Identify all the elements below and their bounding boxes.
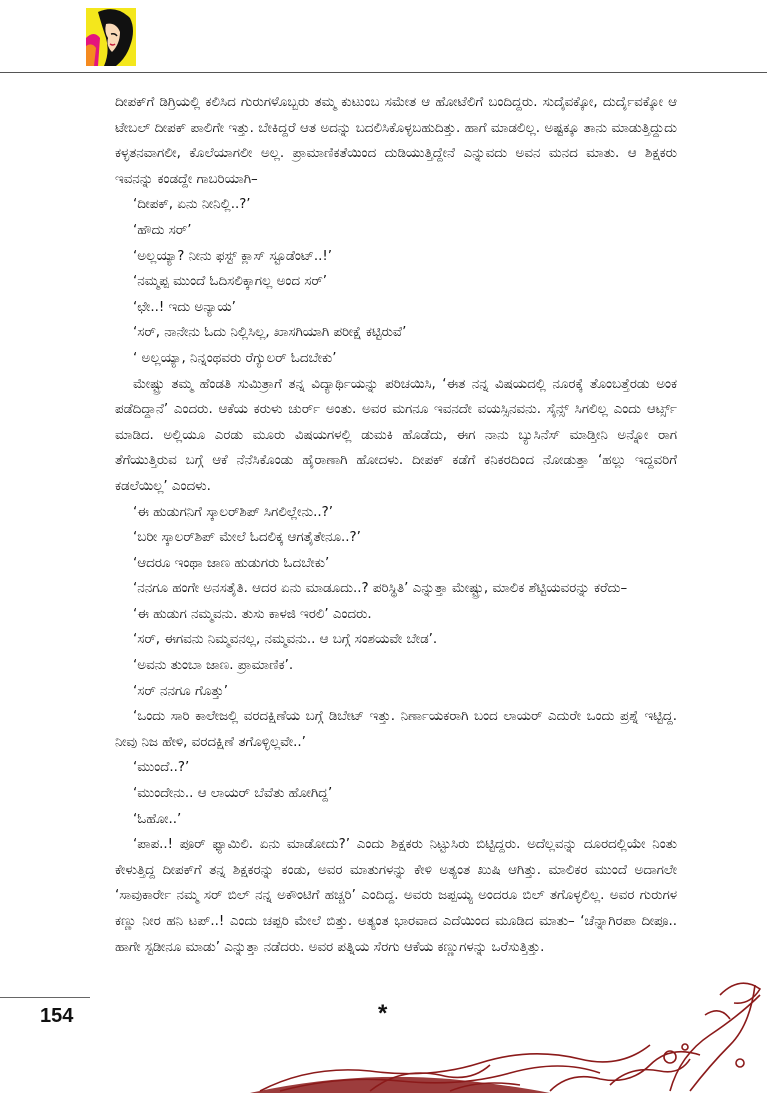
dialogue-line: ‘ಓಹೋ..’ [133,811,182,827]
paragraph: ‘ಒಂದು ಸಾರಿ ಕಾಲೇಜಲ್ಲಿ ವರದಕ್ಷಿಣೆಯ ಬಗ್ಗೆ ಡಿಬೇಟ್ ಇತ್ತು. ನಿರ್ಣಾಯಕರಾಗಿ ಬಂದ ಲಾಯರ್ ಎದುರೇ ಒಂದು ಪ್ರಶ್ನೆ ಇಟ್ಟಿದ್ದ. ನೀವು ನಿಜ ಹೇಳಿ, ವರದಕ್ಷಿಣೆ ತಗೊಳ್ಳಿಲ್ಲವೇ..’ [115,709,677,750]
dialogue-line: ‘ದೀಪಕ್, ಏನು ನೀನಿಲ್ಲಿ..?’ [133,197,251,213]
dialogue-line: ‘ಬರೀ ಸ್ಕಾಲರ್‌ಶಿಪ್ ಮೇಲೆ ಓದಲಿಕ್ಕ ಆಗತೈತೇನೂ..?’ [133,530,361,546]
dialogue-line: ‘ಛೇ..! ಇದು ಅನ್ಯಾಯ’ [133,299,236,315]
dialogue-line: ‘ಅಲ್ಲಯ್ಯಾ? ನೀನು ಫಸ್ಟ್ ಕ್ಲಾಸ್ ಸ್ಟೂಡೆಂಟ್..!’ [133,248,333,264]
magazine-logo-icon [86,8,136,66]
dialogue-line: ‘ಈ ಹುಡುಗ ನಮ್ಮವನು. ತುಸು ಕಾಳಜಿ ಇರಲಿ’ ಎಂದರು. [133,606,372,622]
dialogue-line: ‘ಸರ್, ಈಗವನು ನಿಮ್ಮವನಲ್ಲ, ನಮ್ಮವನು.. ಆ ಬಗ್ಗೆ ಸಂಶಯವೇ ಬೇಡ’. [133,632,438,648]
dialogue-line: ‘ ಅಲ್ಲಯ್ಯಾ, ನಿನ್ನಂಥವರು ರೆಗ್ಯುಲರ್ ಓದಬೇಕು’ [133,350,337,366]
paragraph: ಮೇಷ್ಟ್ರು ತಮ್ಮ ಹೆಂಡತಿ ಸುಮಿತ್ರಾಗೆ ತನ್ನ ವಿದ್ಯಾರ್ಥಿಯನ್ನು ಪರಿಚಯಿಸಿ, ‘ಈತ ನನ್ನ ವಿಷಯದಲ್ಲಿ ನೂರಕ್ಕೆ ತೊಂಬತ್ತೆರಡು ಅಂಕ ಪಡೆದಿದ್ದಾನೆ’ ಎಂದರು. ಆಕೆಯ ಕರುಳು ಚುರ್ರ್ ಅಂತು. ಅವರ ಮಗನೂ ಇವನದೇ ವಯಸ್ಸಿನವನು. ಸೈನ್ಸ್ ಸಿಗಲಿಲ್ಲ ಎಂದು ಆರ್ಟ್ಸ್ ಮಾಡಿದ. ಅಲ್ಲಿಯೂ ಎರಡು ಮೂರು ವಿಷಯಗಳಲ್ಲಿ ಡುಮಕಿ ಹೊಡೆದು, ಈಗ ನಾನು ಬ್ಯುಸಿನೆಸ್ ಮಾಡ್ತೀನಿ ಅನ್ನೋ ರಾಗ ತೆಗೆಯುತ್ತಿರುವ ಬಗ್ಗೆ ಆಕೆ ನೆನೆಸಿಕೊಂಡು ಹೈರಾಣಾಗಿ ಹೋದಳು. ದೀಪಕ್ ಕಡೆಗೆ ಕನಿಕರದಿಂದ ನೋಡುತ್ತಾ ‘ಹಲ್ಲು ಇದ್ದವರಿಗೆ ಕಡಲೆಯಿಲ್ಲ’ ಎಂದಳು. [115,376,677,494]
dialogue-line: ‘ಈ ಹುಡುಗನಿಗೆ ಸ್ಕಾಲರ್‌ಶಿಪ್ ಸಿಗಲಿಲ್ಲೇನು..?’ [133,504,334,520]
story-text [115,90,677,960]
page-number: 154 [40,1005,74,1027]
paragraph: ‘ನನಗೂ ಹಂಗೇ ಅನಸತೈತಿ. ಆದರ ಏನು ಮಾಡೂದು..? ಪರಿಸ್ಥಿತಿ’ ಎನ್ನುತ್ತಾ ಮೇಷ್ಟ್ರು, ಮಾಲಿಕ ಶೆಟ್ಟಿಯವರನ್ನು ಕರೆದು– [133,581,628,597]
section-separator: * [378,1000,388,1027]
dialogue-line: ‘ಹೌದು ಸರ್’ [133,222,192,238]
dialogue-line: ‘ಮುಂದೇನು.. ಆ ಲಾಯರ್ ಬೆವೆತು ಹೋಗಿದ್ದ’ [133,786,333,802]
paragraph: ದೀಪಕ್‌ಗೆ ಡಿಗ್ರಿಯಲ್ಲಿ ಕಲಿಸಿದ ಗುರುಗಳೊಬ್ಬರು ತಮ್ಮ ಕುಟುಂಬ ಸಮೇತ ಆ ಹೋಟೆಲಿಗೆ ಬಂದಿದ್ದರು. ಸುದೈವಕ್ಕೋ, ದುರ್ದೈವಕ್ಕೋ ಆ ಟೇಬಲ್ ದೀಪಕ್ ಪಾಲಿಗೇ ಇತ್ತು. ಬೇಕಿದ್ದರೆ ಆತ ಅದನ್ನು ಬದಲಿಸಿಕೊಳ್ಳಬಹುದಿತ್ತು. ಹಾಗೆ ಮಾಡಲಿಲ್ಲ. ಅಷ್ಟಕ್ಕೂ ತಾನು ಮಾಡುತ್ತಿದ್ದುದು ಕಳ್ಳತನವಾಗಲೀ, ಕೊಲೆಯಾಗಲೀ ಅಲ್ಲ. ಪ್ರಾಮಾಣಿಕತೆಯಿಂದ ದುಡಿಯುತ್ತಿದ್ದೇನೆ ಎನ್ನುವದು ಅವನ ಮನದ ಮಾತು. ಆ ಶಿಕ್ಷಕರು ಇವನನ್ನು ಕಂಡದ್ದೇ ಗಾಬರಿಯಾಗಿ– [115,95,677,187]
footer-rule [0,997,90,998]
swirl-ornament-icon [250,975,767,1093]
paragraph: ‘ಪಾಪ..! ಪೂರ್ ಫ್ಯಾಮಿಲಿ. ಏನು ಮಾಡೋದು?’ ಎಂದು ಶಿಕ್ಷಕರು ನಿಟ್ಟುಸಿರು ಬಿಟ್ಟಿದ್ದರು. ಅದೆಲ್ಲವನ್ನು ದೂರದಲ್ಲಿಯೇ ನಿಂತು ಕೇಳುತ್ತಿದ್ದ ದೀಪಕ್‌ಗೆ ತನ್ನ ಶಿಕ್ಷಕರನ್ನು ಕಂಡು, ಅವರ ಮಾತುಗಳನ್ನು ಕೇಳಿ ಅತ್ಯಂತ ಖುಷಿ ಆಗಿತ್ತು. ಮಾಲಿಕರ ಮುಂದೆ ಅದಾಗಲೇ ‘ಸಾವುಕಾರ್ರೇ ನಮ್ಮ ಸರ್ ಬಿಲ್ ನನ್ನ ಅಕೌಂಟಿಗೆ ಹಚ್ಚರಿ’ ಎಂದಿದ್ದ. ಅವರು ಜಪ್ಪಯ್ಯ ಅಂದರೂ ಬಿಲ್ ತಗೊಳ್ಳಲಿಲ್ಲ. ಅವರ ಗುರುಗಳ ಕಣ್ಣು ನೀರ ಹನಿ ಟಪ್..! ಎಂದು ಚಪ್ಪರಿ ಮೇಲೆ ಬಿತ್ತು. ಅತ್ಯಂತ ಭಾರವಾದ ಎದೆಯಿಂದ ಮೂಡಿದ ಮಾತು– ‘ಚೆನ್ನಾಗಿರಪಾ ದೀಪೂ.. ಹಾಗೇ ಸ್ಟಡೀನೂ ಮಾಡು’ ಎನ್ನುತ್ತಾ ನಡೆದರು. ಅವರ ಪತ್ನಿಯ ಸೆರಗು ಆಕೆಯ ಕಣ್ಣುಗಳನ್ನು ಒರೆಸುತ್ತಿತ್ತು. [115,837,677,955]
dialogue-line: ‘ಆದರೂ ಇಂಥಾ ಜಾಣ ಹುಡುಗರು ಓದಬೇಕು’ [133,555,330,571]
dialogue-line: ‘ಮುಂದೆ..?’ [133,760,190,776]
dialogue-line: ‘ಸರ್, ನಾನೇನು ಓದು ನಿಲ್ಲಿಸಿಲ್ಲ, ಖಾಸಗಿಯಾಗಿ ಪರೀಕ್ಷೆ ಕಟ್ಟಿರುವೆ’ [133,325,407,341]
header-rule [0,72,767,73]
dialogue-line: ‘ನಮ್ಮಪ್ಪ ಮುಂದೆ ಓದಿಸಲಿಕ್ಕಾಗಲ್ಲ ಅಂದ ಸರ್’ [133,274,328,290]
dialogue-line: ‘ಸರ್ ನನಗೂ ಗೊತ್ತು’ [133,683,229,699]
dialogue-line: ‘ಅವನು ತುಂಬಾ ಜಾಣ. ಪ್ರಾಮಾಣಿಕ’. [133,658,294,674]
